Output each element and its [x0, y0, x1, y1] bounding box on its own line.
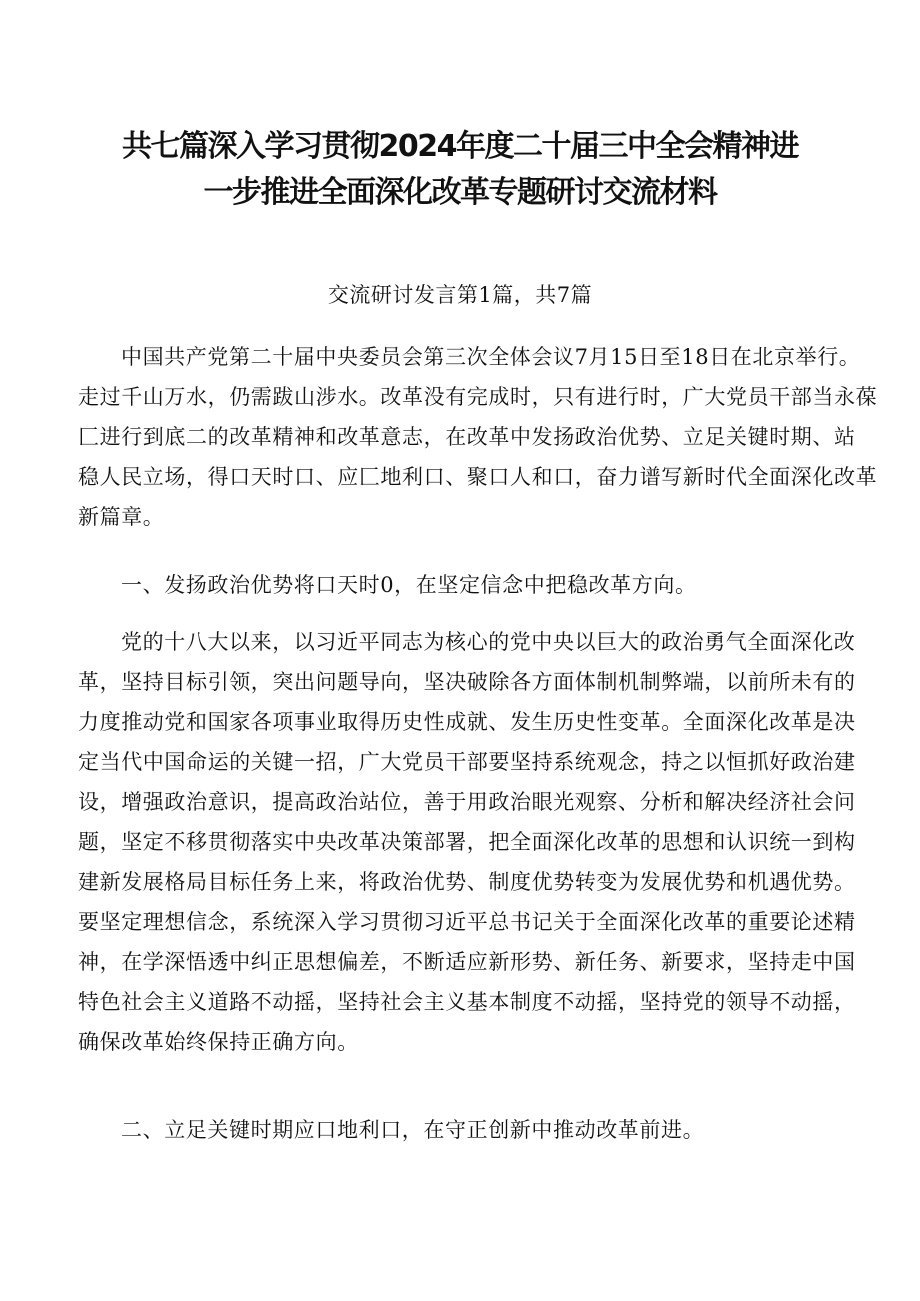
paragraph-line: 党的十八大以来，以习近平同志为核心的党中央以巨大的政治勇气全面深化改 [121, 630, 856, 654]
paragraph-line: 力度推动党和国家各项事业取得历史性成就、发生历史性变革。全面深化改革是决 [78, 710, 856, 734]
document-title-line-1: 共七篇深入学习贯彻2024年度二十届三中全会精神进 [122, 129, 798, 164]
section-heading-text: 一、发扬政治优势将口天时0，在坚定信念中把稳改革方向。 [121, 573, 697, 597]
paragraph-line: 稳人民立场，得口天时口、应匚地利口、聚口人和口，奋力谱写新时代全面深化改革 [78, 465, 878, 489]
paragraph-line: 革，坚持目标引领，突出问题导向，坚决破除各方面体制机制弊端，以前所未有的 [78, 670, 856, 694]
paragraph-line: 建新发展格局目标任务上来，将政治优势、制度优势转变为发展优势和机遇优势。 [78, 870, 856, 894]
document-title-line-2: 一步推进全面深化改革专题研讨交流材料 [203, 175, 717, 210]
paragraph-intro [78, 337, 878, 537]
paragraph-line: 设，增强政治意识，提高政治站位，善于用政治眼光观察、分析和解决经济社会问 [78, 790, 856, 814]
paragraph-line: 匚进行到底二的改革精神和改革意志，在改革中发扬政治优势、立足关键时期、站 [78, 425, 856, 449]
paragraph-line: 新篇章。 [78, 505, 165, 529]
paragraph-line: 题，坚定不移贯彻落实中央改革决策部署，把全面深化改革的思想和认识统一到构 [78, 830, 856, 854]
paragraph-line: 要坚定理想信念，系统深入学习贯彻习近平总书记关于全面深化改革的重要论述精 [78, 910, 856, 934]
paragraph-line: 特色社会主义道路不动摇，坚持社会主义基本制度不动摇，坚持党的领导不动摇， [78, 990, 856, 1014]
paragraph-section-1 [78, 622, 856, 1062]
section-heading-2 [78, 1110, 853, 1150]
document-title [100, 124, 820, 216]
paragraph-line: 确保改革始终保持正确方向。 [78, 1030, 359, 1054]
paragraph-line: 中国共产党第二十届中央委员会第三次全体会议7月15日至18日在北京举行。 [121, 345, 861, 369]
paragraph-line: 走过千山万水，仍需跋山涉水。改革没有完成时，只有进行时，广大党员干部当永葆 [78, 385, 878, 409]
section-heading-1 [78, 565, 853, 605]
document-subtitle: 交流研讨发言第1篇，共7篇 [327, 283, 593, 307]
paragraph-line: 定当代中国命运的关键一招，广大党员干部要坚持系统观念，持之以恒抓好政治建 [78, 750, 856, 774]
section-heading-text: 二、立足关键时期应口地利口，在守正创新中推动改革前进。 [121, 1118, 705, 1142]
paragraph-line: 神，在学深悟透中纠正思想偏差，不断适应新形势、新任务、新要求，坚持走中国 [78, 950, 856, 974]
